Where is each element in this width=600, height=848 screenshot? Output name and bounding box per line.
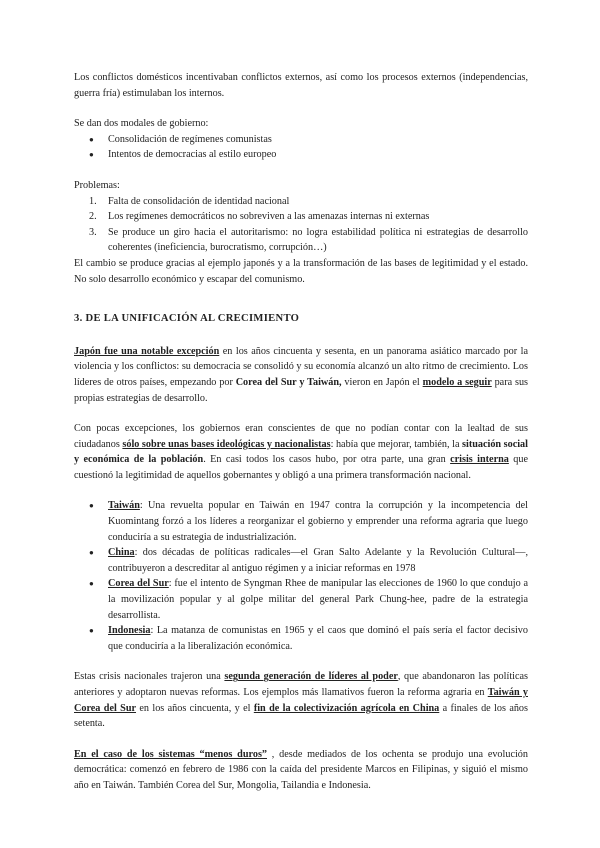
list-item: ● Indonesia: La matanza de comunistas en 1965 y el caos que dominó el país sería el factor decisivo que conduciría a la liberalización económica. bbox=[74, 623, 528, 654]
country-name: Indonesia bbox=[108, 625, 151, 637]
paragraph-change: El cambio se produce gracias al ejemplo japonés y a la transformación de las bases de legitimidad y el estado. No solo desarrollo económico y escapar del comunismo. bbox=[74, 257, 528, 285]
list-number: 3. bbox=[89, 226, 97, 238]
list-item bbox=[74, 194, 528, 210]
emphasis: crisis interna bbox=[450, 454, 509, 466]
country-name: China bbox=[108, 547, 135, 559]
list-item: ● Taiwán: Una revuelta popular en Taiwán en 1947 contra la corrupción y la incompetencia del Kuomintang forzó a los líderes a reorganizar el gobierno y emprender una reforma agraria que luego conduciría a su estrategia de industrialización. bbox=[74, 498, 528, 545]
list-item bbox=[74, 225, 528, 256]
list-text: Los regímenes democráticos no sobreviven a las amenazas internas ni externas bbox=[108, 211, 430, 223]
paragraph-japan: Japón fue una notable excepción en los años cincuenta y sesenta, en un panorama asiático marcado por la violencia y los conflictos: su democracia se consolidó y su economía alcanzó un alto ritmo de crecimiento. Los líderes de otros países, empezando por Corea del Sur y Taiwán, vieron en Japón el modelo a seguir para sus propias estrategias de desarrollo. bbox=[74, 345, 528, 404]
list-number: 2. bbox=[89, 211, 97, 223]
country-name: Taiwán bbox=[108, 500, 140, 512]
emphasis: situación social y económica de la población bbox=[74, 438, 528, 466]
list-item: ● Corea del Sur: fue el intento de Syngman Rhee de manipular las elecciones de 1960 lo que condujo a la movilización popular y al golpe militar del general Park Chung-hee, padre de la estrategia desarrollista. bbox=[74, 576, 528, 623]
models-intro: Se dan dos modales de gobierno: bbox=[74, 118, 209, 130]
emphasis: Japón fue una notable excepción bbox=[74, 345, 220, 357]
problems-intro: Problemas: bbox=[74, 179, 120, 191]
list-text: Falta de consolidación de identidad nacional bbox=[108, 195, 290, 207]
list-item: ● Consolidación de regímenes comunistas bbox=[74, 132, 528, 148]
section-heading: 3. DE LA UNIFICACIÓN AL CRECIMIENTO bbox=[74, 313, 300, 325]
country-name: Corea del Sur bbox=[108, 578, 169, 590]
models-list bbox=[74, 132, 528, 163]
list-item: ● Intentos de democracias al estilo europeo bbox=[74, 147, 528, 163]
emphasis: modelo a seguir bbox=[422, 376, 492, 388]
list-item bbox=[74, 209, 528, 225]
paragraph-conflicts: Los conflictos domésticos incentivaban conflictos externos, así como los procesos externos (independencias, guerra fría) estimulaban los internos. bbox=[74, 72, 528, 99]
emphasis: fin de la colectivización agrícola en China bbox=[253, 702, 440, 714]
problems-list bbox=[74, 194, 528, 256]
paragraph-loyalty: Con pocas excepciones, los gobiernos eran conscientes de que no podían contar con la lealtad de sus ciudadanos sólo sobre unas bases ideológicas y nacionalistas: había que mejorar, también, la situación social y económica de la población. En casi todos los casos hubo, por otra parte, una gran crisis interna que cuestionó la legitimidad de aquellos gobernantes y obligó a una primera transformación nacional. bbox=[74, 423, 529, 481]
emphasis: sólo sobre unas bases ideológicas y nacionalistas bbox=[122, 438, 331, 450]
list-item: ● China: dos décadas de políticas radicales—el Gran Salto Adelante y la Revolución Cultural—, contribuyeron a descreditar al antiguo régimen y a iniciar reformas en 1978 bbox=[74, 545, 528, 576]
emphasis: Corea del Sur y Taiwán, bbox=[235, 376, 342, 388]
emphasis: Taiwán y Corea del Sur bbox=[74, 687, 528, 714]
list-number: 1. bbox=[89, 195, 97, 207]
countries-list bbox=[74, 498, 528, 654]
paragraph-soft-systems: En el caso de los sistemas “menos duros” , desde mediados de los ochenta se produjo una evolución democrática: comenzó en febrero de 1986 con la caída del presidente Marcos en Filipinas, y siguió el mismo año en Taiwán. También Corea del Sur, Mongolia, Tailandia e Indonesia. bbox=[74, 748, 528, 791]
list-text: Se produce un giro hacia el autoritarismo: no logra estabilidad política ni estrategias de desarrollo coherentes (ineficiencia, burocratismo, corrupción…) bbox=[108, 226, 528, 254]
emphasis: segunda generación de líderes al poder bbox=[224, 671, 398, 683]
paragraph-crisis: Estas crisis nacionales trajeron una segunda generación de líderes al poder, que abandonaron las políticas anteriores y adoptaron nuevas reformas. Los ejemplos más llamativos fueron la reforma agraria en Taiwán y Corea del Sur en los años cincuenta, y el fin de la colectivización agrícola en China a finales de los años setenta. bbox=[74, 671, 528, 730]
emphasis: En el caso de los sistemas “menos duros” bbox=[74, 748, 267, 760]
